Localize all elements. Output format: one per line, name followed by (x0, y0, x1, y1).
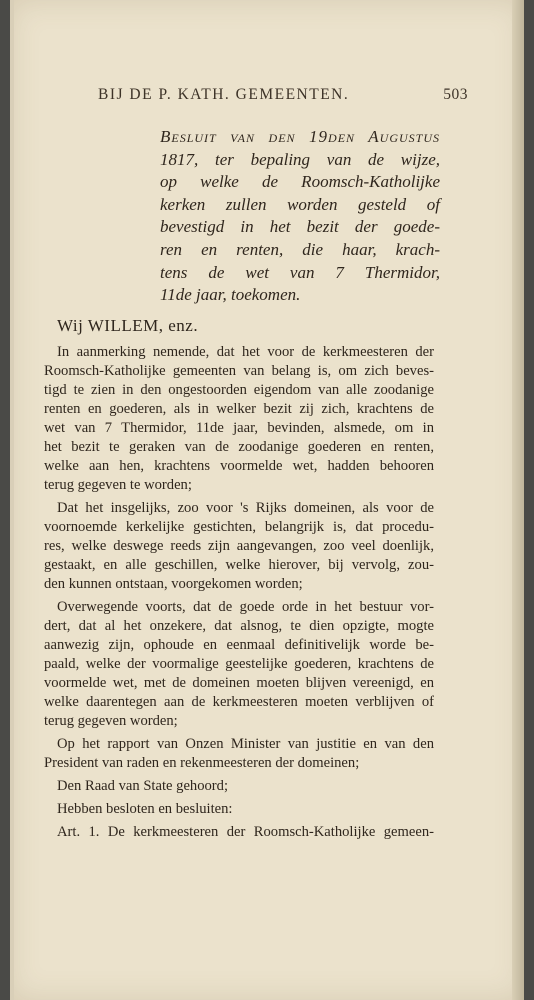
decree-body (44, 343, 434, 846)
text-line: den kunnen ontstaan, voorgekomen worden; (44, 576, 303, 592)
title-line: 1817, ter bepaling van de wijze, (160, 149, 440, 169)
text-line: Art. 1. De kerkmeesteren der Roomsch-Katholijke gemeen- (57, 824, 434, 840)
page-spine-shadow (512, 0, 524, 1000)
title-line: Besluit van den 19den Augustus (160, 127, 440, 146)
text-line: welke daarentegen aan de kerkmeesteren moeten verblijven of (44, 694, 434, 710)
book-page (10, 0, 524, 1000)
text-line: het bezit te geraken van de zoodanige goederen en renten, (44, 439, 434, 455)
running-title: BIJ DE P. KATH. GEMEENTEN. (98, 86, 350, 103)
text-line: Op het rapport van Onzen Minister van justitie en van den (57, 736, 434, 752)
text-line: terug gegeven worden; (44, 713, 178, 729)
title-line: 11de jaar, toekomen. (160, 285, 301, 305)
page-number: 503 (443, 86, 468, 103)
title-line: op welke de Roomsch-Katholijke (160, 172, 440, 192)
text-line: terug gegeven te worden; (44, 477, 192, 493)
title-line: kerken zullen worden gesteld of (160, 194, 440, 214)
text-line: welke aan hen, krachtens voormelde wet, hadden behooren (44, 458, 434, 474)
text-line: voornoemde kerkelijke gestichten, belangrijk is, dat procedu- (44, 519, 434, 535)
decree-title (160, 126, 440, 307)
opening-formula: Wij WILLEM, enz. (57, 316, 199, 335)
paragraph (44, 735, 434, 773)
paragraph (44, 823, 434, 842)
text-line: Hebben besloten en besluiten: (57, 801, 233, 817)
text-line: Roomsch-Katholijke gemeenten van belang is, om zich beves- (44, 363, 434, 379)
text-line: President van raden en rekenmeesteren der domeinen; (44, 755, 360, 771)
text-line: Den Raad van State gehoord; (57, 778, 229, 794)
text-line: In aanmerking nemende, dat het voor de kerkmeesteren der (57, 344, 434, 360)
title-line: bevestigd in het bezit der goede- (160, 217, 440, 237)
text-line: voormelde wet, met de domeinen moeten blijven vereenigd, en (44, 675, 434, 691)
paragraph (44, 800, 434, 819)
text-line: gestaakt, en alle geschillen, welke hierover, bij vervolg, zou- (44, 557, 434, 573)
text-line: dert, dat al het onzekere, dat alsnog, te dien opzigte, mogte (44, 618, 434, 634)
text-line: Overwegende voorts, dat de goede orde in het bestuur vor- (57, 599, 434, 615)
paragraph (44, 598, 434, 731)
title-line: ren en renten, die haar, krach- (160, 239, 440, 259)
text-line: wet van 7 Thermidor, 11de jaar, bevinden, alsmede, om in (44, 420, 434, 436)
paragraph (44, 499, 434, 594)
text-line: tigd te zien in den ongestoorden eigendom van alle zoodanige (44, 382, 434, 398)
running-header (98, 86, 468, 104)
page-edge (10, 0, 14, 1000)
text-line: paald, welke der voormalige geestelijke goederen, krachtens de (44, 656, 434, 672)
title-line: tens de wet van 7 Thermidor, (160, 262, 440, 282)
paragraph (44, 777, 434, 796)
text-line: renten en goederen, als in welker bezit zij zich, krachtens de (44, 401, 434, 417)
paragraph (44, 343, 434, 495)
text-line: Dat het insgelijks, zoo voor 's Rijks domeinen, als voor de (57, 500, 434, 516)
text-line: aanwezig zijn, ophoude en eenmaal definitivelijk worde be- (44, 637, 434, 653)
text-line: res, welke deswege reeds zijn aangevangen, zoo veel doenlijk, (44, 538, 434, 554)
